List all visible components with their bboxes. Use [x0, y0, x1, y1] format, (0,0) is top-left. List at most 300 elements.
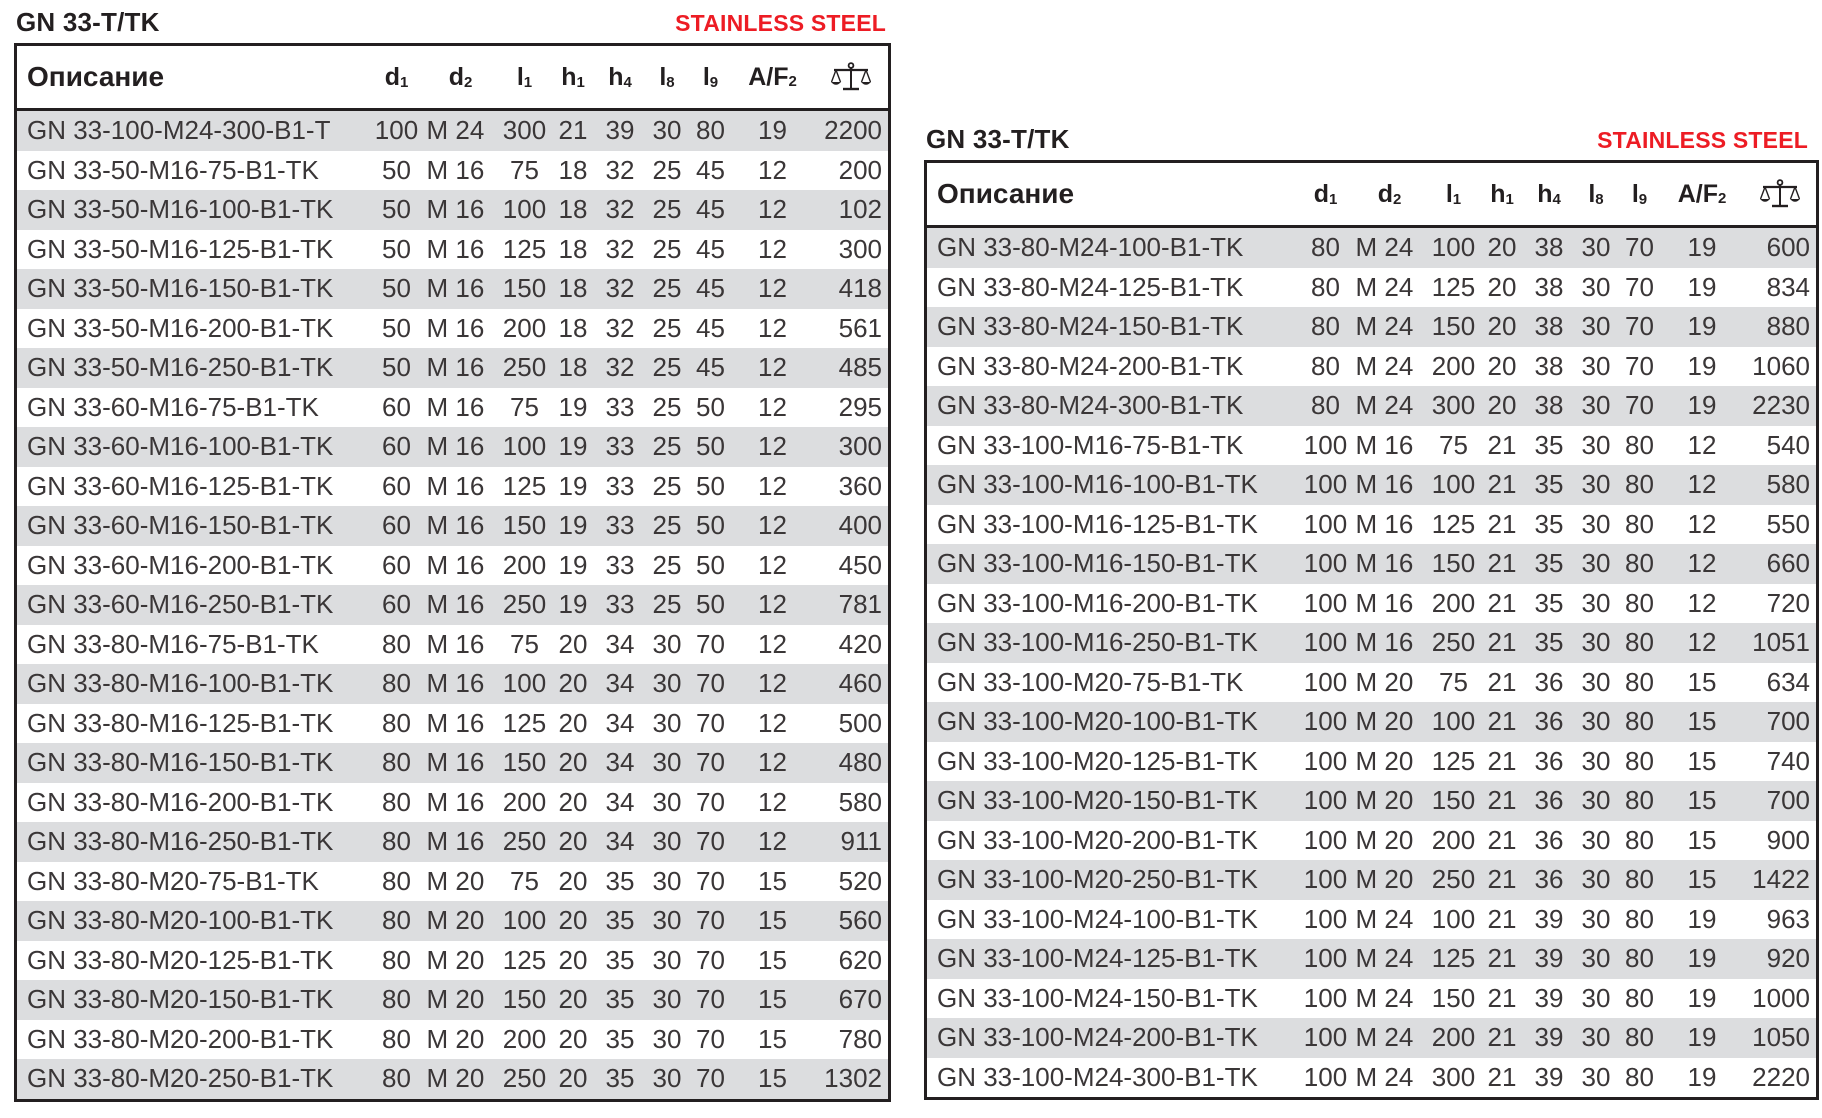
cell-h4: 35	[1525, 623, 1574, 663]
cell-d1: 60	[371, 506, 423, 546]
cell-af2: 19	[1661, 268, 1744, 308]
cell-l1: 75	[499, 151, 551, 191]
cell-weight: 1051	[1744, 623, 1818, 663]
cell-h4: 36	[1525, 781, 1574, 821]
col-header-symbol: l	[659, 62, 667, 91]
cell-weight: 2230	[1744, 386, 1818, 426]
cell-weight: 700	[1744, 781, 1818, 821]
cell-l9: 80	[1619, 663, 1661, 703]
cell-weight: 1050	[1744, 1018, 1818, 1058]
col-header-symbol: l	[702, 62, 710, 91]
table-row	[16, 388, 890, 428]
cell-d2: M 16	[423, 546, 499, 586]
cell-h1: 20	[551, 704, 596, 744]
cell-d2: M 24	[1352, 900, 1428, 940]
cell-h4: 35	[1525, 465, 1574, 505]
cell-l8: 30	[1574, 426, 1619, 466]
cell-description: GN 33-100-M16-75-B1-TK	[926, 426, 1300, 466]
cell-l9: 80	[1619, 465, 1661, 505]
cell-d1: 80	[371, 862, 423, 902]
cell-weight: 500	[814, 704, 890, 744]
cell-l8: 30	[1574, 386, 1619, 426]
cell-h4: 33	[596, 546, 645, 586]
cell-l9: 80	[1619, 1018, 1661, 1058]
cell-d1: 100	[1300, 426, 1352, 466]
cell-l8: 30	[645, 110, 690, 151]
cell-l9: 80	[1619, 742, 1661, 782]
cell-l1: 100	[499, 190, 551, 230]
cell-description: GN 33-100-M20-200-B1-TK	[926, 821, 1300, 861]
cell-description: GN 33-100-M16-250-B1-TK	[926, 623, 1300, 663]
col-header-symbol: l	[1445, 179, 1453, 208]
cell-l8: 30	[645, 1020, 690, 1060]
cell-d2: M 16	[1352, 584, 1428, 624]
cell-h4: 35	[1525, 584, 1574, 624]
table-row	[926, 821, 1818, 861]
cell-h1: 21	[1480, 584, 1525, 624]
left-spec-block	[14, 0, 891, 1102]
cell-description: GN 33-50-M16-100-B1-TK	[16, 190, 371, 230]
cell-l9: 80	[1619, 900, 1661, 940]
cell-h4: 38	[1525, 307, 1574, 347]
cell-d2: M 16	[1352, 465, 1428, 505]
cell-af2: 12	[732, 585, 814, 625]
cell-weight: 540	[1744, 426, 1818, 466]
table-row	[926, 1058, 1818, 1099]
cell-weight: 634	[1744, 663, 1818, 703]
cell-l1: 250	[1428, 623, 1480, 663]
cell-l1: 150	[499, 269, 551, 309]
cell-weight: 700	[1744, 702, 1818, 742]
cell-d1: 80	[371, 664, 423, 704]
cell-d1: 100	[1300, 465, 1352, 505]
cell-weight: 880	[1744, 307, 1818, 347]
cell-h4: 32	[596, 190, 645, 230]
table-body	[16, 110, 890, 1101]
cell-h4: 32	[596, 309, 645, 349]
cell-h4: 36	[1525, 663, 1574, 703]
cell-l9: 50	[690, 585, 732, 625]
cell-d1: 100	[1300, 821, 1352, 861]
cell-d2: M 16	[423, 269, 499, 309]
cell-h1: 19	[551, 467, 596, 507]
cell-af2: 12	[732, 783, 814, 823]
cell-h4: 34	[596, 704, 645, 744]
cell-weight: 550	[1744, 505, 1818, 545]
cell-d2: M 16	[423, 467, 499, 507]
cell-weight: 900	[1744, 821, 1818, 861]
cell-d1: 100	[1300, 939, 1352, 979]
table-row	[16, 190, 890, 230]
cell-af2: 15	[732, 1059, 814, 1100]
cell-af2: 12	[732, 664, 814, 704]
cell-weight: 520	[814, 862, 890, 902]
table-row	[16, 348, 890, 388]
cell-l1: 150	[499, 743, 551, 783]
cell-d1: 80	[371, 704, 423, 744]
header-row	[926, 162, 1818, 227]
cell-d1: 100	[1300, 623, 1352, 663]
block-header	[924, 117, 1810, 160]
table-row	[16, 862, 890, 902]
col-header-subscript: 1	[399, 73, 409, 91]
table-row	[16, 1020, 890, 1060]
cell-weight: 620	[814, 941, 890, 981]
cell-d2: M 24	[1352, 386, 1428, 426]
cell-l8: 30	[1574, 860, 1619, 900]
cell-h1: 21	[1480, 663, 1525, 703]
cell-af2: 19	[1661, 347, 1744, 387]
cell-description: GN 33-100-M20-125-B1-TK	[926, 742, 1300, 782]
cell-h4: 36	[1525, 702, 1574, 742]
cell-d1: 100	[1300, 979, 1352, 1019]
col-header-symbol: h	[1537, 179, 1553, 208]
cell-af2: 12	[732, 230, 814, 270]
table-row	[926, 544, 1818, 584]
cell-l1: 250	[499, 1059, 551, 1100]
col-header-symbol: l	[516, 62, 524, 91]
cell-h1: 21	[1480, 465, 1525, 505]
cell-af2: 12	[732, 190, 814, 230]
cell-d2: M 20	[423, 1020, 499, 1060]
col-header-symbol: d	[1313, 179, 1329, 208]
cell-h4: 35	[596, 862, 645, 902]
cell-d2: M 20	[423, 862, 499, 902]
col-header-l8	[645, 45, 690, 110]
cell-h1: 21	[1480, 860, 1525, 900]
cell-h1: 19	[551, 506, 596, 546]
cell-af2: 15	[732, 862, 814, 902]
cell-d1: 50	[371, 151, 423, 191]
cell-h1: 18	[551, 151, 596, 191]
cell-l8: 30	[1574, 821, 1619, 861]
table-body	[926, 227, 1818, 1099]
cell-d2: M 20	[1352, 702, 1428, 742]
cell-af2: 12	[732, 467, 814, 507]
cell-l8: 30	[645, 980, 690, 1020]
stainless-steel-badge: STAINLESS STEEL	[675, 10, 886, 36]
cell-weight: 1422	[1744, 860, 1818, 900]
cell-d2: M 16	[423, 625, 499, 665]
cell-l8: 30	[645, 704, 690, 744]
table-row	[16, 467, 890, 507]
cell-h4: 33	[596, 585, 645, 625]
cell-l9: 50	[690, 467, 732, 507]
cell-l8: 25	[645, 269, 690, 309]
cell-l8: 30	[1574, 979, 1619, 1019]
cell-h4: 34	[596, 822, 645, 862]
cell-l9: 50	[690, 388, 732, 428]
cell-d2: M 16	[423, 506, 499, 546]
cell-l1: 100	[1428, 227, 1480, 268]
cell-l1: 125	[1428, 939, 1480, 979]
cell-h4: 35	[596, 901, 645, 941]
cell-d1: 100	[1300, 505, 1352, 545]
cell-weight: 418	[814, 269, 890, 309]
cell-l1: 75	[499, 862, 551, 902]
cell-weight: 300	[814, 427, 890, 467]
cell-weight: 720	[1744, 584, 1818, 624]
cell-l1: 75	[499, 388, 551, 428]
cell-d1: 100	[1300, 900, 1352, 940]
cell-d1: 80	[1300, 227, 1352, 268]
cell-af2: 12	[732, 309, 814, 349]
cell-af2: 15	[732, 1020, 814, 1060]
cell-l1: 75	[1428, 663, 1480, 703]
cell-h4: 33	[596, 467, 645, 507]
table-row	[16, 822, 890, 862]
cell-l1: 250	[499, 822, 551, 862]
col-header-symbol: A/F	[1677, 179, 1718, 208]
cell-d2: M 20	[1352, 781, 1428, 821]
cell-weight: 963	[1744, 900, 1818, 940]
cell-af2: 15	[1661, 860, 1744, 900]
cell-l8: 30	[1574, 1018, 1619, 1058]
cell-h1: 20	[1480, 307, 1525, 347]
cell-l1: 300	[1428, 1058, 1480, 1099]
cell-h4: 35	[596, 980, 645, 1020]
table-row	[16, 783, 890, 823]
cell-d2: M 16	[423, 190, 499, 230]
cell-h4: 39	[1525, 1058, 1574, 1099]
col-header-af2	[732, 45, 814, 110]
cell-d2: M 24	[1352, 307, 1428, 347]
cell-description: GN 33-80-M16-100-B1-TK	[16, 664, 371, 704]
cell-l8: 25	[645, 190, 690, 230]
cell-l9: 45	[690, 269, 732, 309]
col-header-h1	[551, 45, 596, 110]
cell-h1: 21	[1480, 426, 1525, 466]
cell-h4: 35	[1525, 505, 1574, 545]
spec-table	[14, 43, 891, 1102]
cell-l8: 30	[645, 901, 690, 941]
cell-af2: 12	[1661, 584, 1744, 624]
cell-d2: M 24	[1352, 939, 1428, 979]
cell-h1: 18	[551, 348, 596, 388]
cell-l8: 30	[1574, 702, 1619, 742]
cell-l8: 30	[1574, 347, 1619, 387]
cell-l1: 100	[499, 427, 551, 467]
cell-l9: 80	[1619, 702, 1661, 742]
cell-l9: 80	[1619, 781, 1661, 821]
col-header-description: Описание	[926, 162, 1300, 227]
cell-h4: 39	[1525, 1018, 1574, 1058]
cell-description: GN 33-50-M16-250-B1-TK	[16, 348, 371, 388]
cell-description: GN 33-80-M24-100-B1-TK	[926, 227, 1300, 268]
cell-h4: 33	[596, 506, 645, 546]
cell-l8: 30	[1574, 663, 1619, 703]
cell-h4: 34	[596, 625, 645, 665]
cell-h1: 21	[1480, 544, 1525, 584]
col-header-d1	[1300, 162, 1352, 227]
cell-d2: M 16	[423, 348, 499, 388]
cell-d1: 60	[371, 585, 423, 625]
col-header-symbol: d	[448, 62, 464, 91]
table-row	[926, 1018, 1818, 1058]
cell-description: GN 33-100-M20-250-B1-TK	[926, 860, 1300, 900]
col-header-symbol: l	[1631, 179, 1639, 208]
cell-l1: 125	[1428, 505, 1480, 545]
cell-d1: 80	[1300, 268, 1352, 308]
col-header-weight	[1744, 162, 1818, 227]
cell-d1: 80	[371, 822, 423, 862]
cell-af2: 19	[1661, 979, 1744, 1019]
cell-l1: 200	[499, 546, 551, 586]
col-header-l8	[1574, 162, 1619, 227]
table-row	[926, 505, 1818, 545]
cell-d2: M 16	[423, 151, 499, 191]
cell-h1: 21	[1480, 979, 1525, 1019]
cell-l1: 125	[499, 467, 551, 507]
cell-l8: 30	[1574, 742, 1619, 782]
cell-af2: 12	[732, 269, 814, 309]
cell-af2: 15	[732, 901, 814, 941]
table-row	[926, 781, 1818, 821]
cell-d2: M 24	[423, 110, 499, 151]
cell-l9: 70	[1619, 347, 1661, 387]
col-header-d1	[371, 45, 423, 110]
col-header-symbol: l	[1588, 179, 1596, 208]
cell-d1: 100	[1300, 742, 1352, 782]
cell-weight: 560	[814, 901, 890, 941]
cell-d2: M 20	[423, 1059, 499, 1100]
cell-description: GN 33-60-M16-125-B1-TK	[16, 467, 371, 507]
cell-description: GN 33-100-M20-75-B1-TK	[926, 663, 1300, 703]
table-row	[926, 742, 1818, 782]
cell-l8: 30	[1574, 505, 1619, 545]
cell-l9: 70	[690, 822, 732, 862]
cell-l8: 25	[645, 427, 690, 467]
cell-l9: 70	[690, 704, 732, 744]
cell-h1: 20	[551, 862, 596, 902]
cell-description: GN 33-60-M16-250-B1-TK	[16, 585, 371, 625]
cell-l1: 300	[1428, 386, 1480, 426]
cell-h4: 36	[1525, 742, 1574, 782]
table-header	[16, 45, 890, 110]
cell-af2: 19	[732, 110, 814, 151]
table-row	[16, 1059, 890, 1100]
cell-h1: 20	[1480, 347, 1525, 387]
cell-d2: M 16	[423, 822, 499, 862]
col-header-subscript: 4	[623, 73, 632, 91]
cell-h4: 32	[596, 230, 645, 270]
cell-d2: M 20	[423, 980, 499, 1020]
cell-l9: 45	[690, 151, 732, 191]
cell-description: GN 33-80-M20-100-B1-TK	[16, 901, 371, 941]
cell-description: GN 33-100-M24-200-B1-TK	[926, 1018, 1300, 1058]
cell-weight: 911	[814, 822, 890, 862]
cell-d2: M 16	[423, 704, 499, 744]
col-header-weight	[814, 45, 890, 110]
col-header-subscript: 1	[576, 73, 585, 91]
cell-h1: 21	[1480, 781, 1525, 821]
cell-d1: 80	[1300, 347, 1352, 387]
cell-l8: 25	[645, 585, 690, 625]
cell-h1: 18	[551, 190, 596, 230]
cell-af2: 12	[1661, 623, 1744, 663]
stainless-steel-badge: STAINLESS STEEL	[1597, 127, 1808, 153]
cell-af2: 15	[732, 941, 814, 981]
cell-h4: 34	[596, 783, 645, 823]
cell-d2: M 20	[1352, 663, 1428, 703]
block-header	[14, 0, 888, 43]
cell-l9: 70	[1619, 227, 1661, 268]
table-row	[926, 386, 1818, 426]
cell-af2: 12	[1661, 505, 1744, 545]
cell-h4: 36	[1525, 860, 1574, 900]
cell-l1: 200	[1428, 1018, 1480, 1058]
cell-d1: 60	[371, 546, 423, 586]
col-header-subscript: 2	[463, 73, 473, 91]
cell-d2: M 16	[1352, 544, 1428, 584]
cell-af2: 19	[1661, 1058, 1744, 1099]
table-row	[16, 704, 890, 744]
col-header-subscript: 9	[709, 73, 719, 91]
cell-af2: 12	[732, 427, 814, 467]
cell-l1: 75	[499, 625, 551, 665]
cell-l8: 30	[1574, 900, 1619, 940]
cell-description: GN 33-60-M16-150-B1-TK	[16, 506, 371, 546]
cell-l8: 25	[645, 151, 690, 191]
cell-h1: 20	[1480, 386, 1525, 426]
cell-d1: 50	[371, 309, 423, 349]
cell-description: GN 33-100-M16-100-B1-TK	[926, 465, 1300, 505]
cell-l9: 45	[690, 190, 732, 230]
col-header-subscript: 1	[1452, 190, 1462, 208]
table-row	[16, 546, 890, 586]
cell-h4: 32	[596, 151, 645, 191]
cell-l1: 200	[499, 309, 551, 349]
cell-h1: 21	[1480, 821, 1525, 861]
cell-h4: 34	[596, 743, 645, 783]
table-row	[926, 860, 1818, 900]
cell-l8: 30	[1574, 227, 1619, 268]
table-row	[926, 227, 1818, 268]
col-header-symbol: h	[561, 62, 577, 91]
cell-h4: 34	[596, 664, 645, 704]
cell-l1: 150	[499, 980, 551, 1020]
table-header	[926, 162, 1818, 227]
cell-weight: 1302	[814, 1059, 890, 1100]
cell-description: GN 33-80-M24-125-B1-TK	[926, 268, 1300, 308]
col-header-description: Описание	[16, 45, 371, 110]
cell-weight: 1060	[1744, 347, 1818, 387]
cell-h1: 20	[1480, 268, 1525, 308]
cell-h1: 20	[1480, 227, 1525, 268]
cell-weight: 670	[814, 980, 890, 1020]
cell-d2: M 16	[423, 230, 499, 270]
cell-description: GN 33-100-M24-150-B1-TK	[926, 979, 1300, 1019]
cell-l9: 70	[1619, 307, 1661, 347]
cell-d1: 80	[371, 1020, 423, 1060]
cell-h4: 36	[1525, 821, 1574, 861]
cell-d2: M 16	[1352, 426, 1428, 466]
cell-d2: M 20	[1352, 821, 1428, 861]
cell-d1: 80	[371, 901, 423, 941]
cell-af2: 15	[1661, 742, 1744, 782]
cell-description: GN 33-80-M16-125-B1-TK	[16, 704, 371, 744]
cell-description: GN 33-80-M24-200-B1-TK	[926, 347, 1300, 387]
cell-l1: 150	[499, 506, 551, 546]
cell-l9: 70	[1619, 268, 1661, 308]
cell-weight: 660	[1744, 544, 1818, 584]
cell-af2: 19	[1661, 939, 1744, 979]
cell-l8: 25	[645, 309, 690, 349]
cell-l9: 80	[1619, 821, 1661, 861]
cell-af2: 12	[732, 388, 814, 428]
cell-d1: 80	[371, 980, 423, 1020]
cell-d1: 60	[371, 467, 423, 507]
